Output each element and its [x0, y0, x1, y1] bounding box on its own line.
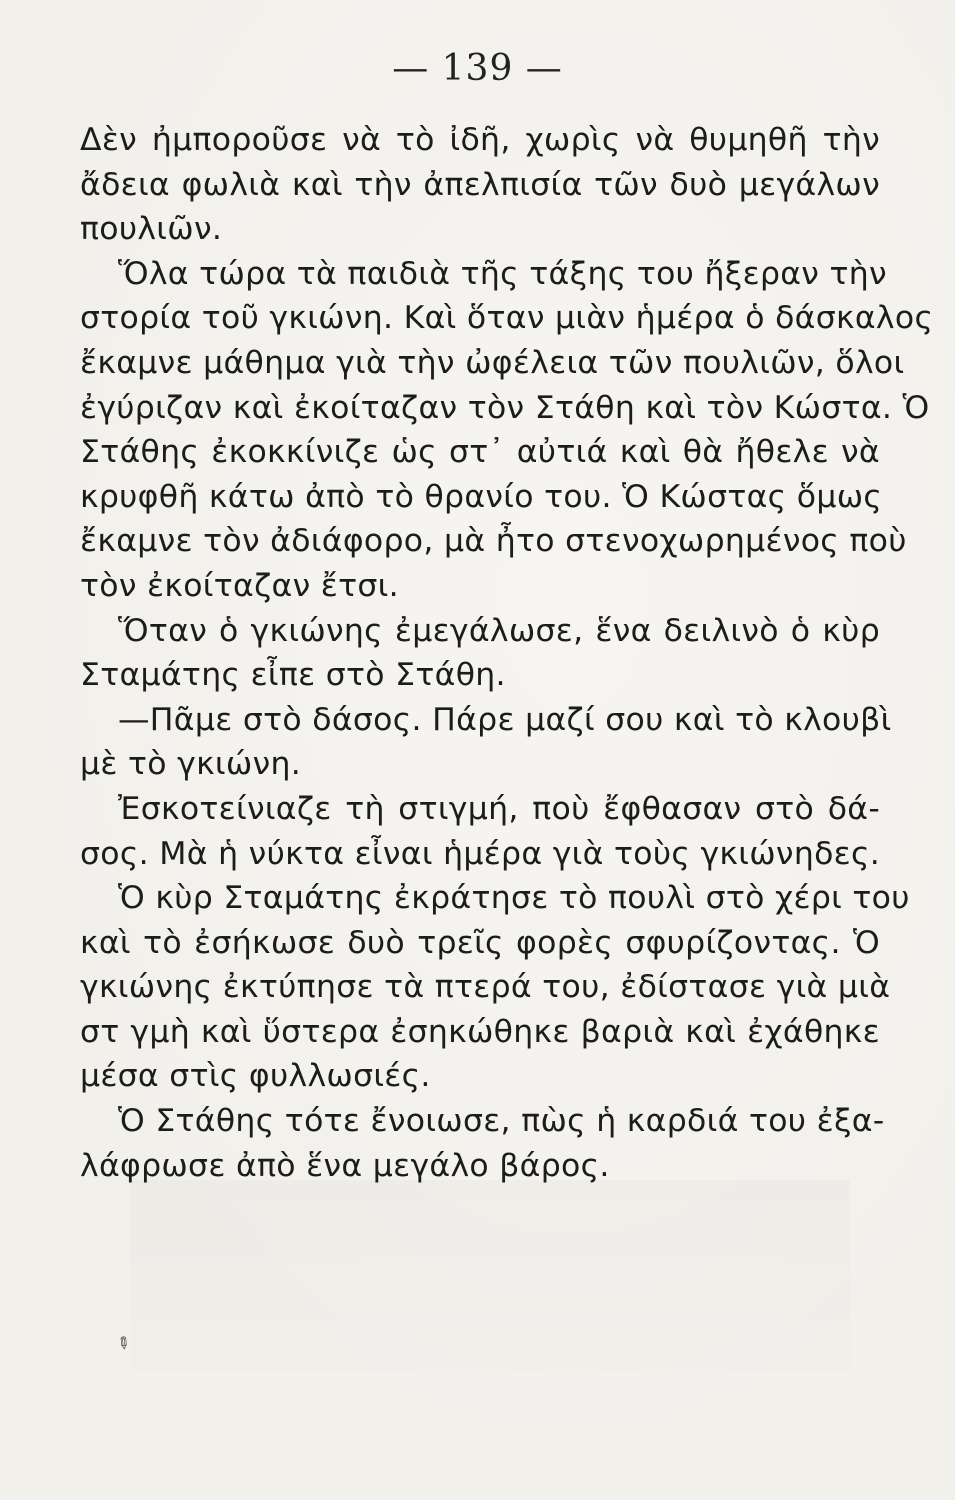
ink-mark: ✎ [112, 1331, 135, 1355]
text-line: σος. Μὰ ἡ νύκτα εἶναι ἡμέρα γιὰ τοὺς γκιώνηδες. [80, 835, 881, 872]
text-line: πουλιῶν. [80, 211, 223, 248]
text-line: Ἐσκοτείνιαζε τὴ στιγμή, ποὺ ἔφθασαν στὸ δά- [118, 790, 880, 827]
text-line: Ὁ Στάθης τότε ἔνοιωσε, πὼς ἡ καρδιά του ἐξα- [118, 1103, 885, 1140]
text-line: κρυφθῆ κάτω ἀπὸ τὸ θρανίο του. Ὁ Κώστας ὅμως [80, 478, 883, 515]
text-line: τὸν ἐκοίταζαν ἔτσι. [80, 567, 399, 604]
text-line: —Πᾶμε στὸ δάσος. Πάρε μαζί σου καὶ τὸ κλουβὶ [118, 701, 892, 738]
page-number: — 139 — [392, 48, 563, 89]
text-line: Σταμάτης εἶπε στὸ Στάθη. [80, 657, 506, 694]
text-line: καὶ τὸ ἐσήκωσε δυὸ τρεῖς φορὲς σφυρίζοντας. Ὁ [80, 924, 880, 961]
text-line: Ὅλα τώρα τὰ παιδιὰ τῆς τάξης του ἤξεραν τὴν [118, 255, 887, 292]
show-through-illustration [130, 1180, 850, 1370]
text-line: Στάθης ἐκοκκίνιζε ὡς στ᾽ αὐτιά καὶ θὰ ἤθελε νὰ [80, 434, 880, 471]
text-line: Ὁ κὺρ Σταμάτης ἐκράτησε τὸ πουλὶ στὸ χέρι του [118, 880, 910, 917]
text-line: λάφρωσε ἀπὸ ἕνα μεγάλο βάρος. [80, 1147, 610, 1184]
text-line: Ὅταν ὁ γκιώνης ἐμεγάλωσε, ἕνα δειλινὸ ὁ κὺρ [118, 612, 880, 649]
text-line: ἄδεια φωλιὰ καὶ τὴν ἀπελπισία τῶν δυὸ μεγάλων [80, 166, 880, 203]
text-line: ἔκαμνε μάθημα γιὰ τὴν ὠφέλεια τῶν πουλιῶν, ὅλοι [80, 344, 905, 381]
text-line: στορία τοῦ γκιώνη. Καὶ ὅταν μιὰν ἡμέρα ὁ δάσκαλος [80, 300, 934, 337]
body-text [80, 118, 934, 1188]
text-line: μὲ τὸ γκιώνη. [80, 746, 302, 783]
text-line: Δὲν ἠμποροῦσε νὰ τὸ ἰδῆ, χωρὶς νὰ θυμηθῆ τὴν [80, 122, 880, 158]
text-line: γκιώνης ἐκτύπησε τὰ πτερά του, ἐδίστασε γιὰ μιὰ [80, 969, 891, 1006]
text-line: στ γμὴ καὶ ὕστερα ἐσηκώθηκε βαριὰ καὶ ἐχάθηκε [80, 1013, 880, 1050]
text-line: ἐγύριζαν καὶ ἐκοίταζαν τὸν Στάθη καὶ τὸν Κώστα. Ὁ [80, 389, 930, 426]
text-line: ἔκαμνε τὸν ἀδιάφορο, μὰ ἦτο στενοχωρημένος ποὺ [80, 523, 907, 560]
text-line: μέσα στὶς φυλλωσιές. [80, 1058, 431, 1095]
